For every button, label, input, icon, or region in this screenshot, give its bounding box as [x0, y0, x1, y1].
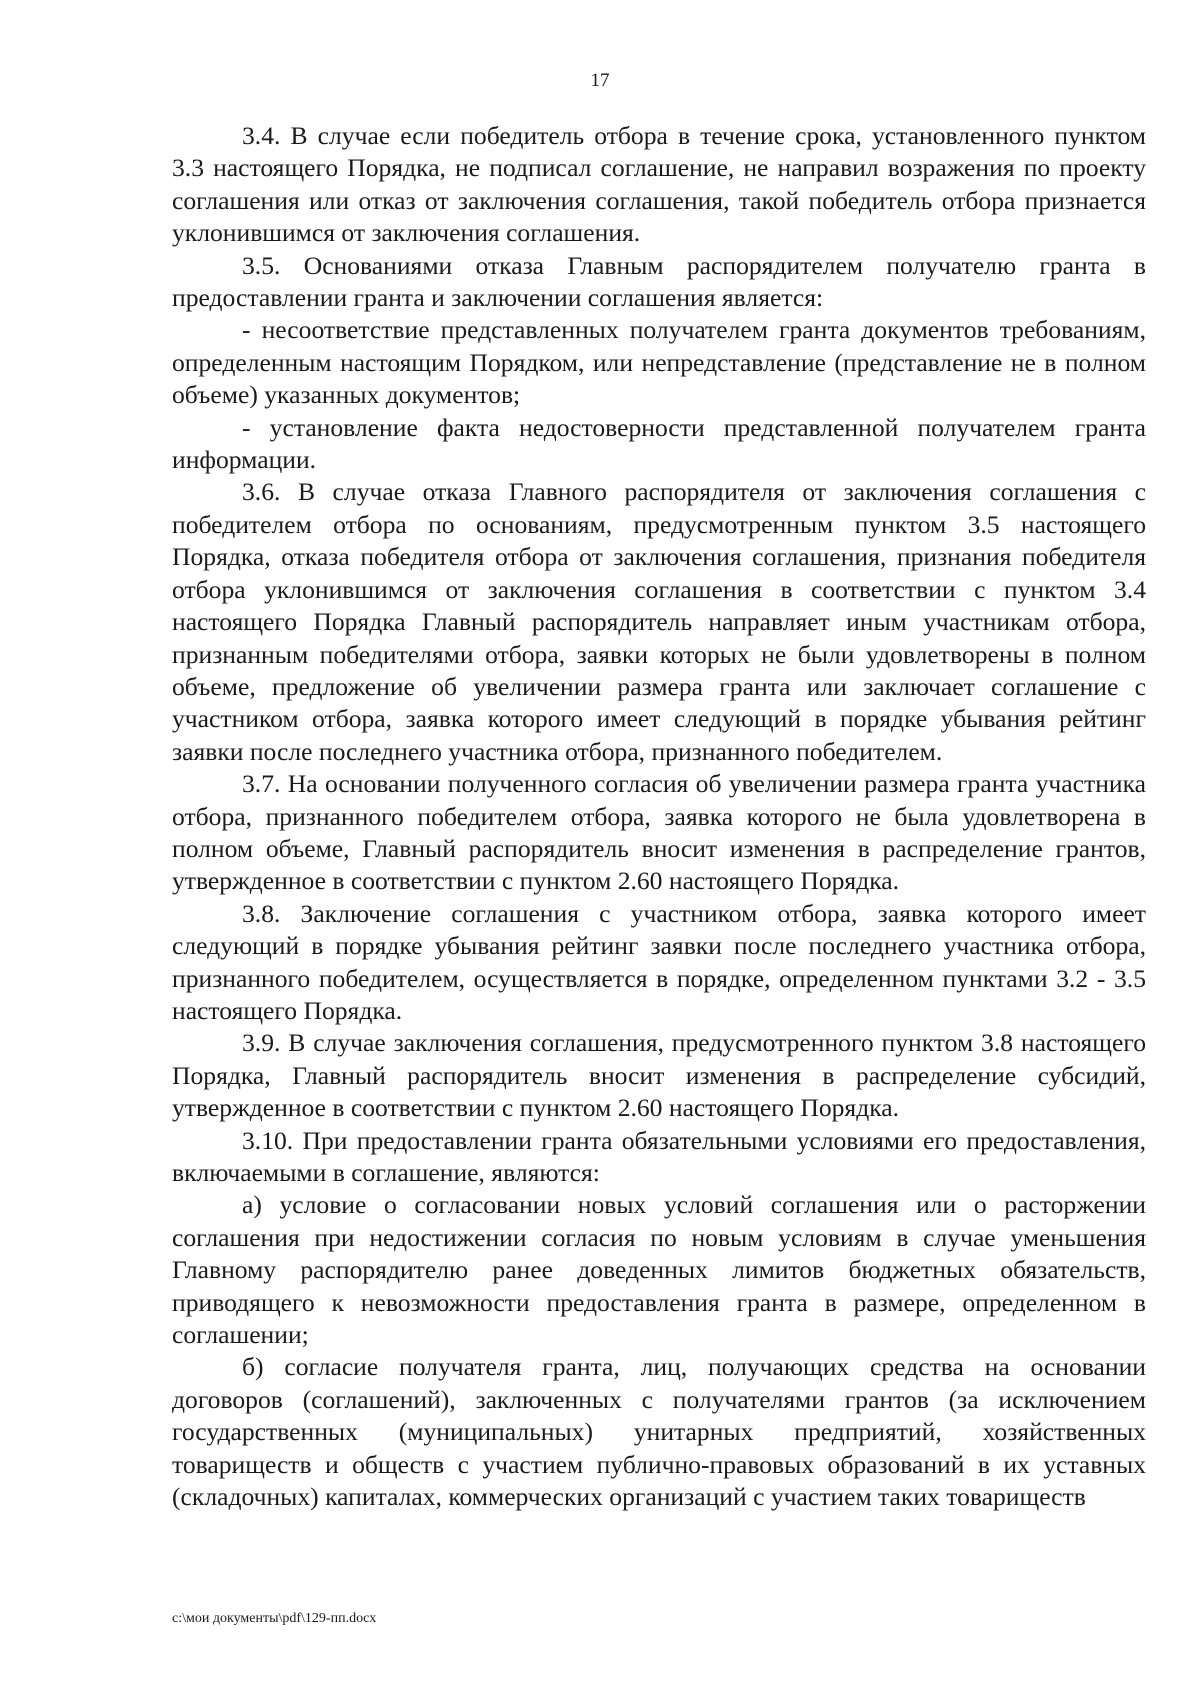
page-number: 17	[590, 70, 610, 91]
paragraph-3-6: 3.6. В случае отказа Главного распорядителя от заключения соглашения с победителем отбора по основаниям, предусмотренным пунктом 3.5 настоящего Порядка, отказа победителя отбора от заключения соглашения, признания победителя отбора уклонившимся от заключения соглашения в соответствии с пунктом 3.4 настоящего Порядка Главный распорядитель направляет иным участникам отбора, признанным победителями отбора, заявки которых не были удовлетворены в полном объеме, предложение об увеличении размера гранта или заключает соглашение с участником отбора, заявка которого имеет следующий в порядке убывания рейтинг заявки после последнего участника отбора, признанного победителем.	[172, 477, 1146, 766]
document-body	[172, 120, 1146, 1513]
paragraph-3-5: 3.5. Основаниями отказа Главным распорядителем получателю гранта в предоставлении гранта и заключении соглашения является:	[172, 250, 1146, 313]
paragraph-3-8: 3.8. Заключение соглашения с участником отбора, заявка которого имеет следующий в порядке убывания рейтинг заявки после последнего участника отбора, признанного победителем, осуществляется в порядке, определенном пунктами 3.2 - 3.5 настоящего Порядка.	[172, 898, 1146, 1025]
paragraph-3-4: 3.4. В случае если победитель отбора в течение срока, установленного пунктом 3.3 настоящего Порядка, не подписал соглашение, не направил возражения по проекту соглашения или отказ от заключения соглашения, такой победитель отбора признается уклонившимся от заключения соглашения.	[172, 121, 1146, 248]
footer-file-path: c:\мои документы\pdf\129-пп.docx	[172, 1611, 377, 1626]
paragraph-3-10-item-a: а) условие о согласовании новых условий соглашения или о расторжении соглашения при недостижении согласия по новым условиям в случае уменьшения Главному распорядителю ранее доведенных лимитов бюджетных обязательств, приводящего к невозможности предоставления гранта в размере, определенном в соглашении;	[172, 1190, 1146, 1350]
paragraph-3-10-item-b: б) согласие получателя гранта, лиц, получающих средства на основании договоров (соглашений), заключенных с получателями грантов (за исключением государственных (муниципальных) унитарных предприятий, хозяйственных товариществ и обществ с участием публично-правовых образований в их уставных (складочных) капиталах, коммерческих организаций с участием таких товариществ	[172, 1352, 1146, 1512]
paragraph-3-9: 3.9. В случае заключения соглашения, предусмотренного пунктом 3.8 настоящего Порядка, Главный распорядитель вносит изменения в распределение субсидий, утвержденное в соответствии с пунктом 2.60 настоящего Порядка.	[172, 1028, 1146, 1123]
paragraph-3-5-item-1: - несоответствие представленных получателем гранта документов требованиям, определенным настоящим Порядком, или непредставление (представление не в полном объеме) указанных документов;	[172, 315, 1146, 410]
paragraph-3-5-item-2: - установление факта недостоверности представленной получателем гранта информации.	[172, 412, 1146, 475]
paragraph-3-7: 3.7. На основании полученного согласия об увеличении размера гранта участника отбора, признанного победителем отбора, заявка которого не была удовлетворена в полном объеме, Главный распорядитель вносит изменения в распределение грантов, утвержденное в соответствии с пунктом 2.60 настоящего Порядка.	[172, 769, 1146, 896]
paragraph-3-10: 3.10. При предоставлении гранта обязательными условиями его предоставления, включаемыми в соглашение, являются:	[172, 1125, 1146, 1187]
